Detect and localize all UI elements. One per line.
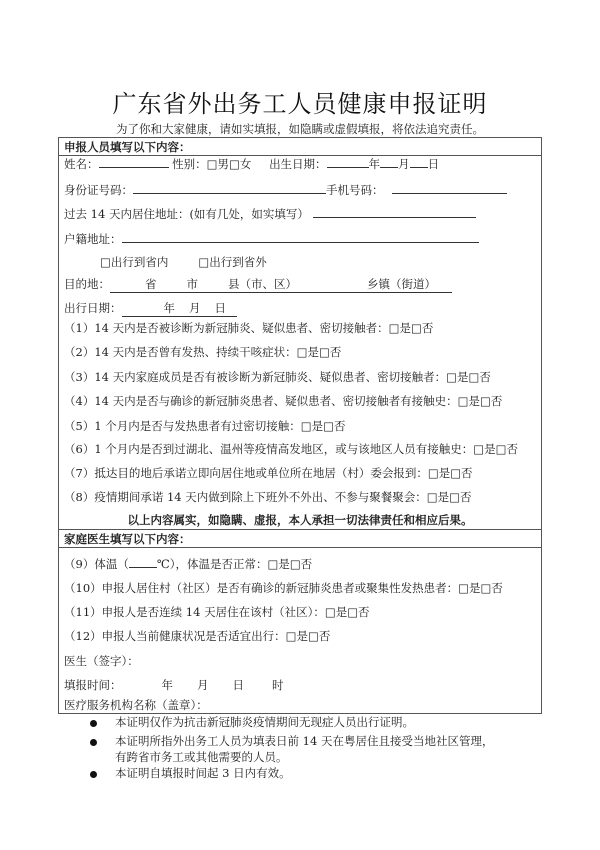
year-label: 年 (163, 301, 175, 315)
travel-date-field[interactable] (122, 300, 237, 317)
year-label: 年 (161, 678, 173, 692)
destination-field[interactable] (110, 276, 452, 293)
doctor-section-header: 家庭医生填写以下内容： (64, 532, 191, 546)
yes-no-checkboxes[interactable]: □是□否 (296, 345, 342, 359)
province-label: 省 (145, 277, 157, 291)
travel-out-province-checkbox[interactable]: □出行到省外 (198, 255, 267, 269)
question-text: （6）1 个月内是否到过湖北、温州等疫情高发地区，或与该地区人员有接触史： (64, 442, 474, 456)
divider (58, 547, 542, 548)
question-2 (64, 344, 341, 360)
residence-field[interactable] (313, 205, 476, 218)
bullet-icon (90, 739, 97, 746)
yes-no-checkboxes[interactable]: □是□否 (324, 605, 370, 619)
question-text: （1）14 天内是否被诊断为新冠肺炎、疑似患者、密切接触者： (64, 321, 389, 335)
id-row (64, 181, 507, 198)
destination-row (64, 276, 452, 293)
question-text: （4）14 天内是否与确诊的新冠肺炎患者、疑似患者、密切接触者有接触史： (64, 394, 458, 408)
county-label: 县（市、区） (228, 277, 297, 291)
residence-label: 过去 14 天内居住地址：(如有几处，如实填写） (64, 207, 309, 221)
question-text: （8）疫情期间承诺 14 天内做到除上下班外不外出、不参与聚餐聚会： (64, 490, 427, 504)
notice-text: 为了你和大家健康，请如实填报，如隐瞒或虚假填报，将依法追究责任。 (116, 122, 484, 136)
question-1 (64, 320, 433, 336)
declaration: 以上内容属实，如隐瞒、虚报，本人承担一切法律责任和相应后果。 (127, 513, 473, 527)
note-item (90, 765, 291, 781)
question-4 (64, 393, 502, 409)
yes-no-checkboxes[interactable]: □是□否 (426, 490, 472, 504)
applicant-section-header: 申报人员填写以下内容： (64, 140, 191, 154)
id-field[interactable] (133, 181, 326, 194)
day-label: 日 (232, 678, 244, 692)
yes-no-checkboxes[interactable]: □是□否 (285, 629, 331, 643)
travel-type-row (100, 254, 267, 270)
note-text: 本证明自填报时间起 3 日内有效。 (115, 766, 291, 780)
yes-no-checkboxes[interactable]: □是□否 (457, 394, 503, 408)
question-text: （9）体温（ (64, 557, 129, 571)
question-text: （12）申报人当前健康状况是否适宜出行： (64, 629, 286, 643)
note-item (90, 714, 414, 730)
yes-no-checkboxes[interactable]: □是□否 (446, 370, 491, 384)
question-6 (64, 441, 518, 457)
household-label: 户籍地址： (64, 232, 122, 246)
question-11 (64, 604, 370, 620)
question-9 (64, 555, 312, 572)
birth-label: 出生日期： (269, 157, 327, 171)
question-text: （2）14 天内是否曾有发热、持续干咳症状： (64, 345, 297, 359)
question-10 (64, 580, 503, 596)
question-text: （7）抵达目的地后承诺立即向居住地或单位所在地居（村）委会报到： (64, 466, 428, 480)
yes-no-checkboxes[interactable]: □是□否 (300, 419, 346, 433)
bullet-icon (90, 720, 97, 727)
yes-no-checkboxes[interactable]: □是□否 (458, 581, 503, 595)
birth-day-field[interactable] (410, 155, 428, 168)
destination-label: 目的地： (64, 277, 110, 291)
note-text: 本证明所指外出务工人员为填表日前 14 天在粤居住且接受当地社区管理， (115, 734, 494, 748)
bullet-icon (90, 771, 97, 778)
month-label: 月 (189, 301, 201, 315)
year-label: 年 (368, 157, 381, 171)
name-row (64, 155, 439, 172)
yes-no-checkboxes[interactable]: □是□否 (388, 321, 434, 335)
name-field[interactable] (99, 155, 169, 168)
doctor-signature[interactable]: 医生（签字）： (64, 654, 139, 668)
question-text: ℃），体温是否正常： (156, 557, 268, 571)
fill-time-label: 填报时间： (64, 678, 122, 692)
question-text: （3）14 天内家庭成员是否有被诊断为新冠肺炎、疑似患者、密切接触者： (64, 370, 447, 384)
document-title: 广东省外出务工人员健康申报证明 (112, 90, 488, 118)
fill-time-row (64, 677, 284, 693)
birth-month-field[interactable] (380, 155, 398, 168)
phone-field[interactable] (392, 181, 507, 194)
day-label: 日 (214, 301, 226, 315)
gender-label: 性别： (172, 157, 207, 171)
gender-female-checkbox[interactable]: □女 (229, 157, 252, 171)
yes-no-checkboxes[interactable]: □是□否 (473, 442, 519, 456)
divider (58, 529, 542, 530)
question-text: （11）申报人是否连续 14 天居住在该村（社区）： (64, 605, 325, 619)
yes-no-checkboxes[interactable]: □是□否 (267, 557, 313, 571)
yes-no-checkboxes[interactable]: □是□否 (427, 466, 473, 480)
day-label: 日 (427, 157, 440, 171)
travel-in-province-checkbox[interactable]: □出行到省内 (100, 255, 169, 269)
travel-date-label: 出行日期： (64, 301, 122, 315)
month-label: 月 (197, 678, 209, 692)
note-text: 本证明仅作为抗击新冠肺炎疫情期间无现症人员出行证明。 (115, 715, 414, 729)
hour-label: 时 (272, 678, 284, 692)
city-label: 市 (186, 277, 198, 291)
month-label: 月 (398, 157, 410, 171)
household-field[interactable] (122, 230, 479, 243)
question-8 (64, 489, 472, 505)
temperature-field[interactable] (129, 555, 157, 568)
residence-row (64, 205, 476, 222)
question-3 (64, 369, 491, 385)
gender-male-checkbox[interactable]: □男 (206, 157, 230, 171)
question-text: （5）1 个月内是否与发热患者有过密切接触： (64, 419, 301, 433)
phone-label: 手机号码： (326, 183, 384, 197)
town-label: 乡镇（街道） (367, 277, 436, 291)
note-item-continued: 有跨省市务工或其他需要的人员。 (115, 750, 288, 764)
question-text: （10）申报人居住村（社区）是否有确诊的新冠肺炎患者或聚集性发热患者： (64, 581, 459, 595)
name-label: 姓名： (64, 157, 99, 171)
question-5 (64, 418, 346, 434)
id-label: 身份证号码： (64, 183, 133, 197)
travel-date-row (64, 300, 237, 317)
birth-year-field[interactable] (327, 155, 369, 168)
question-12 (64, 628, 330, 644)
institution-stamp[interactable]: 医疗服务机构名称（盖章）： (64, 698, 208, 712)
household-row (64, 230, 479, 247)
question-7 (64, 465, 473, 481)
note-item (90, 733, 493, 749)
